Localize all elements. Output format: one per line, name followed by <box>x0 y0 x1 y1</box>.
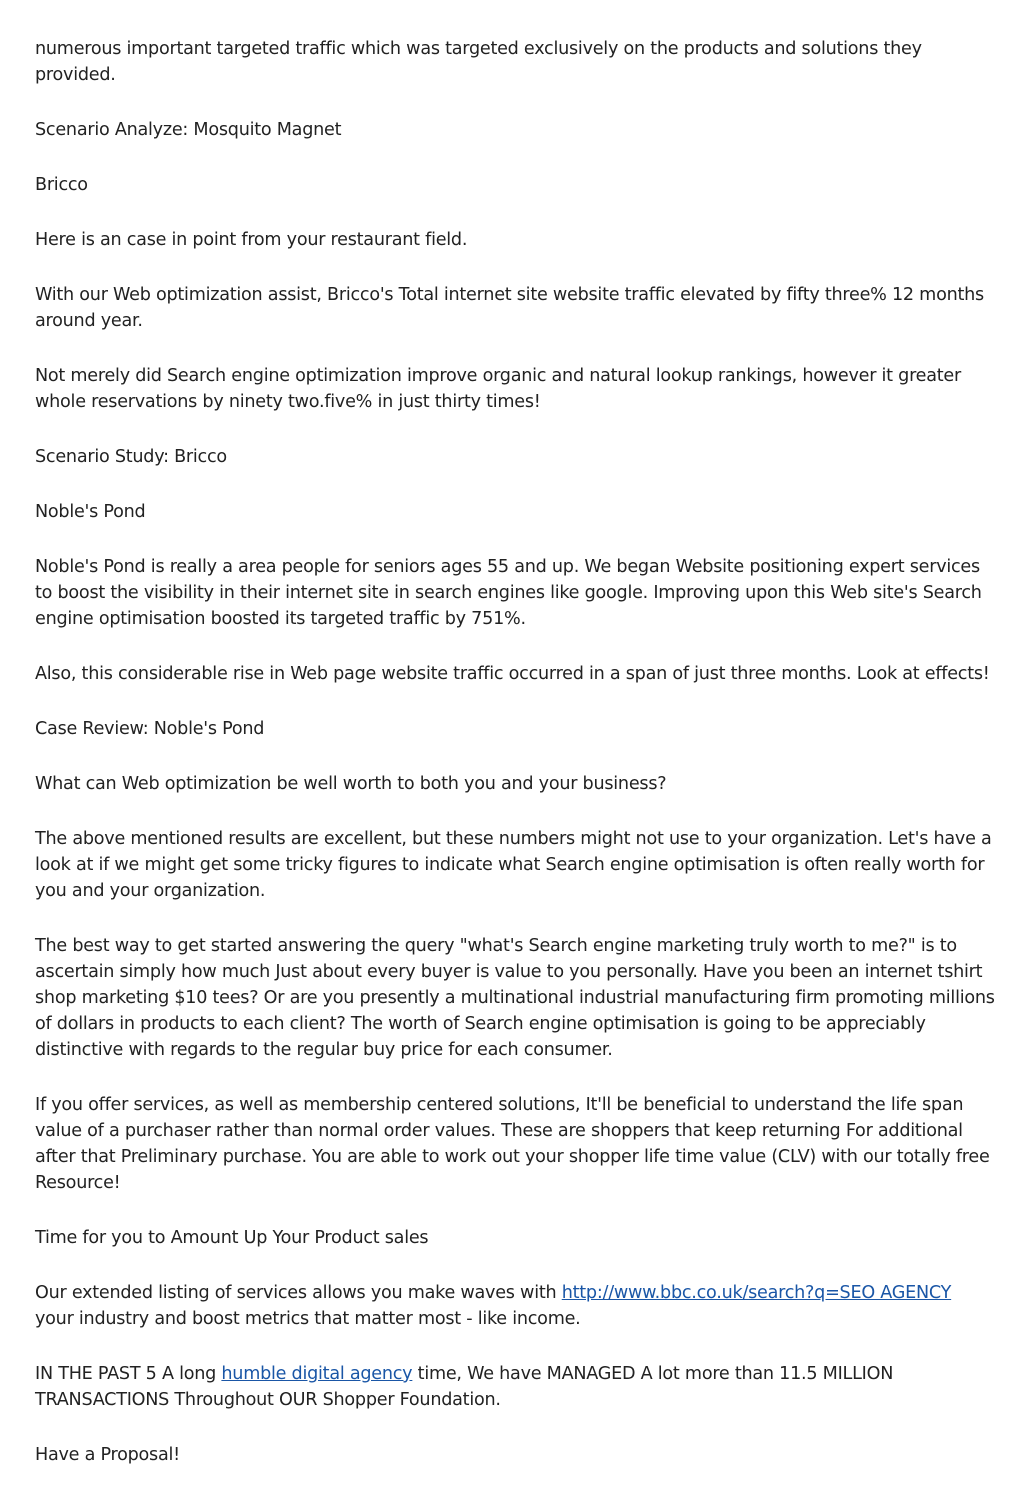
section-heading: Scenario Study: Bricco <box>35 447 227 467</box>
paragraph: The above mentioned results are excellent, but these numbers might not use to your organization. Let's have a look at if we might get some tricky figures to indicate what Search engine optimisation is often really worth for you and your organization. <box>35 829 992 901</box>
paragraph-text: Our extended listing of services allows you make waves with <box>35 1283 562 1303</box>
section-heading: Noble's Pond <box>35 502 146 522</box>
section-heading: Case Review: Noble's Pond <box>35 719 265 739</box>
humble-digital-agency-link[interactable]: humble digital agency <box>221 1364 413 1384</box>
section-heading: Bricco <box>35 175 88 195</box>
section-heading: Have a Proposal! <box>35 1445 180 1465</box>
bbc-search-link[interactable]: http://www.bbc.co.uk/search?q=SEO AGENCY <box>561 1283 952 1303</box>
paragraph-with-link <box>35 1361 995 1413</box>
paragraph: numerous important targeted traffic which was targeted exclusively on the products and solutions they provided. <box>35 39 922 85</box>
paragraph: The best way to get started answering the query "what's Search engine marketing truly worth to me?" is to ascertain simply how much Just about every buyer is value to you personally. Have you been an internet tshirt shop marketing $10 tees? Or are you presently a multinational industrial manufacturing firm promoting millions of dollars in products to each client? The worth of Search engine optimisation is going to be appreciably distinctive with regards to the regular buy price for each consumer. <box>35 936 995 1060</box>
paragraph-with-link <box>35 1280 995 1332</box>
paragraph: What can Web optimization be well worth to both you and your business? <box>35 774 667 794</box>
paragraph: Here is an case in point from your restaurant field. <box>35 230 468 250</box>
section-heading: Time for you to Amount Up Your Product sales <box>35 1228 429 1248</box>
document-body <box>35 36 995 1497</box>
paragraph: Also, this considerable rise in Web page website traffic occurred in a span of just three months. Look at effects! <box>35 664 990 684</box>
paragraph: If you offer services, as well as membership centered solutions, It'll be beneficial to understand the life span value of a purchaser rather than normal order values. These are shoppers that keep returning For additional after that Preliminary purchase. You are able to work out your shopper life time value (CLV) with our totally free Resource! <box>35 1095 990 1193</box>
paragraph: Noble's Pond is really a area people for seniors ages 55 and up. We began Website positioning expert services to boost the visibility in their internet site in search engines like google. Improving upon this Web site's Search engine optimisation boosted its targeted traffic by 751%. <box>35 557 982 629</box>
paragraph-text: your industry and boost metrics that matter most - like income. <box>35 1309 581 1329</box>
paragraph-text: time, We have MANAGED A lot more than 11.5 MILLION TRANSACTIONS Throughout OUR Shopper Foundation. <box>35 1364 894 1410</box>
paragraph: With our Web optimization assist, Bricco's Total internet site website traffic elevated by fifty three% 12 months around year. <box>35 285 984 331</box>
paragraph: Not merely did Search engine optimization improve organic and natural lookup rankings, however it greater whole reservations by ninety two.five% in just thirty times! <box>35 366 961 412</box>
paragraph-text: IN THE PAST 5 A long <box>35 1364 222 1384</box>
section-heading: Scenario Analyze: Mosquito Magnet <box>35 120 342 140</box>
